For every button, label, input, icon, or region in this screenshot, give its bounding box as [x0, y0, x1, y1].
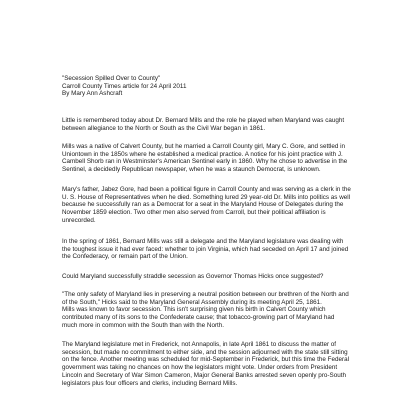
text-line: Uniontown in the 1850s where he established a medical practice. A notice for his joint practice with J. — [62, 150, 343, 158]
text-line: secession, but made no commitment to either side, and the session adjourned with the state still sitting — [62, 348, 348, 356]
paragraph — [62, 291, 362, 330]
text-line: between allegiance to the North or South as the Civil War began in 1861. — [62, 124, 266, 132]
text-line: of the South," Hicks said to the Maryland General Assembly during its meeting April 25, 1861. — [62, 298, 322, 306]
text-line: on the fence. Another meeting was scheduled for mid-September in Frederick, but this time the Federal — [62, 356, 350, 364]
article-header — [62, 75, 362, 98]
text-line: Mary's father, Jabez Gore, had been a political figure in Carroll County and was serving as a clerk in the — [62, 186, 351, 193]
paragraph — [62, 341, 362, 387]
article-title: "Secession Spilled Over to County" — [62, 75, 161, 82]
text-line: Lincoln and Secretary of War Simon Cameron, Major General Banks arrested seven openly pro-South — [62, 371, 346, 379]
paragraph — [62, 143, 362, 174]
paragraph — [62, 186, 362, 225]
text-line: Could Maryland successfully straddle secession as Governor Thomas Hicks once suggested? — [62, 273, 324, 280]
text-line: Sentinel, a decidedly Republican newspaper, when he was a staunch Democrat, is unknown. — [62, 166, 321, 174]
text-line: the toughest issue it had ever faced: whether to join Virginia, which had seceded on April 17 and joined — [62, 245, 349, 253]
text-line: U. S. House of Representatives when he died. Something lured 29 year-old Dr. Mills into politics as well — [62, 193, 351, 201]
paragraph — [62, 238, 362, 261]
paragraph — [62, 273, 362, 281]
text-line: In the spring of 1861, Bernard Mills was still a delegate and the Maryland legislature was dealing with — [62, 238, 344, 245]
text-line: government was taking no chances on how the legislators might vote. Under orders from President — [62, 364, 338, 372]
text-line: unrecorded. — [62, 216, 96, 224]
text-line: "The only safety of Maryland lies in preserving a neutral position between our brethren of the North and — [62, 291, 349, 298]
paragraph — [62, 117, 362, 132]
text-line: contributed many of its sons to the Confederate cause; that tobacco-growing part of Maryland had — [62, 314, 335, 322]
text-line: Cambell Shorb ran in Westminster's American Sentinel early in 1860. Why he chose to advertise in the — [62, 158, 348, 166]
text-line: Mills was a native of Calvert County, but he married a Carroll County girl, Mary C. Gore, and settled in — [62, 143, 346, 150]
text-line: November 1859 election. Two other men also served from Carroll, but their political affiliation is — [62, 209, 326, 217]
byline: By Mary Ann Ashcraft — [62, 90, 123, 98]
text-line: because he successfully ran as a Democrat for a seat in the Maryland House of Delegates during the — [62, 201, 344, 209]
text-line: Little is remembered today about Dr. Bernard Mills and the role he played when Maryland was caught — [62, 117, 345, 124]
text-line: legislators plus four officers and clerks, including Bernard Mills. — [62, 379, 238, 387]
text-line: much more in common with the South than with the North. — [62, 321, 225, 329]
publication-line: Carroll County Times article for 24 April 2011 — [62, 82, 187, 90]
text-line: the Confederacy, or remain part of the Union. — [62, 253, 188, 261]
text-line: Mills was known to favor secession. This isn't surprising given his birth in Calvert County which — [62, 306, 326, 314]
text-line: The Maryland legislature met in Frederick, not Annapolis, in late April 1861 to discuss the matter of — [62, 341, 337, 348]
